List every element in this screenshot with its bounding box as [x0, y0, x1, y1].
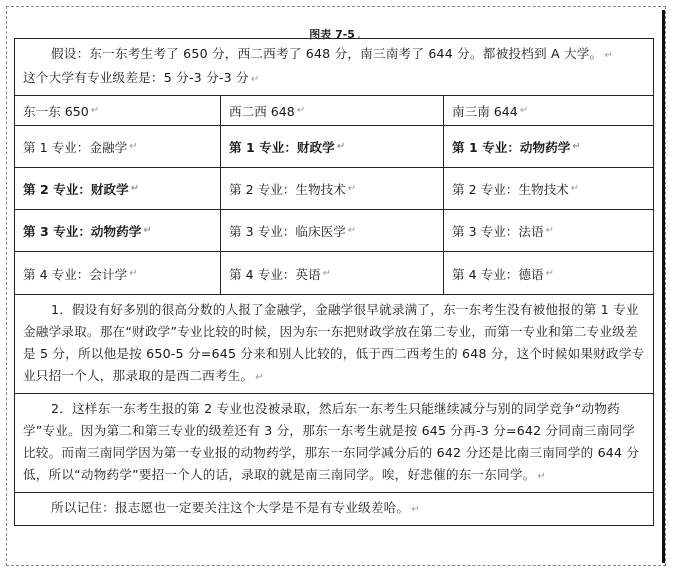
major-cell: 第 3 专业：法语 ↵: [444, 210, 653, 252]
intro-line-1: 假设：东一东考生考了 650 分，西二西考了 648 分，南三南考了 644 分。都被投档到 A 大学。: [51, 46, 603, 61]
major-cell: 第 2 专业：生物技术 ↵: [221, 168, 444, 210]
majors-grid: [15, 96, 653, 295]
conclusion-paragraph: 所以记住：报志愿也一定要关注这个大学是不是有专业级差哈。 ↵: [51, 500, 420, 515]
major-cell: 第 2 专业：财政学 ↵: [15, 168, 221, 210]
intro-line-2: 这个大学有专业级差是：5 分-3 分-3 分: [23, 70, 249, 85]
explanation-paragraph-2: 2．这样东一东考生报的第 2 专业也没被录取，然后东一东考生只能继续减分与别的同学竞争“动物药学”专业。因为第二和第三专业的级差还有 3 分，那东一东考生就是按 645 分再-3 分=642 分同南三南同学比较。而南三南同学因为第一专业报的动物药学，那东一东同学减分后的 642 分还是比南三南同学的 644 分低，所以“动物药学”要招一个人的话，录取的就是南三南同学。唉，好悲催的东一东同学。 ↵: [15, 394, 653, 493]
major-cell: 第 3 专业：动物药学 ↵: [15, 210, 221, 252]
header-cell-dong: 东一东 650 ↵: [15, 96, 221, 126]
major-cell: 第 3 专业：临床医学 ↵: [221, 210, 444, 252]
major-cell: 第 1 专业：动物药学 ↵: [444, 126, 653, 168]
explanation-paragraph-1: 1．假设有好多别的很高分数的人报了金融学，金融学很早就录满了，东一东考生没有被他报的第 1 专业金融学录取。那在“财政学”专业比较的时候，因为东一东把财政学放在第二专业，而第一专业和第二专业级差是 5 分，所以他是按 650-5 分=645 分来和别人比较的，低于西二西考生的 648 分，这个时候如果财政学专业只招一个人，那录取的是西二西考生。 ↵: [15, 295, 653, 394]
right-margin-rule: [662, 10, 665, 563]
header-cell-nan: 南三南 644 ↵: [444, 96, 653, 126]
major-cell: 第 1 专业：金融学 ↵: [15, 126, 221, 168]
figure-title: 图表 7-5 .: [309, 28, 361, 41]
major-cell: 第 4 专业：德语 ↵: [452, 266, 554, 282]
major-cell: 第 2 专业：生物技术 ↵: [444, 168, 653, 210]
header-cell-xi: 西二西 648 ↵: [221, 96, 444, 126]
major-cell: 第 4 专业：会计学 ↵: [15, 252, 221, 294]
major-cell: 第 1 专业：财政学 ↵: [221, 126, 444, 168]
major-cell: 第 4 专业：英语 ↵: [221, 252, 444, 294]
document-table: [14, 38, 654, 526]
intro-paragraph: 假设：东一东考生考了 650 分，西二西考了 648 分，南三南考了 644 分。都被投档到 A 大学。 ↵ 这个大学有专业级差是：5 分-3 分-3 分 ↵: [15, 39, 653, 96]
